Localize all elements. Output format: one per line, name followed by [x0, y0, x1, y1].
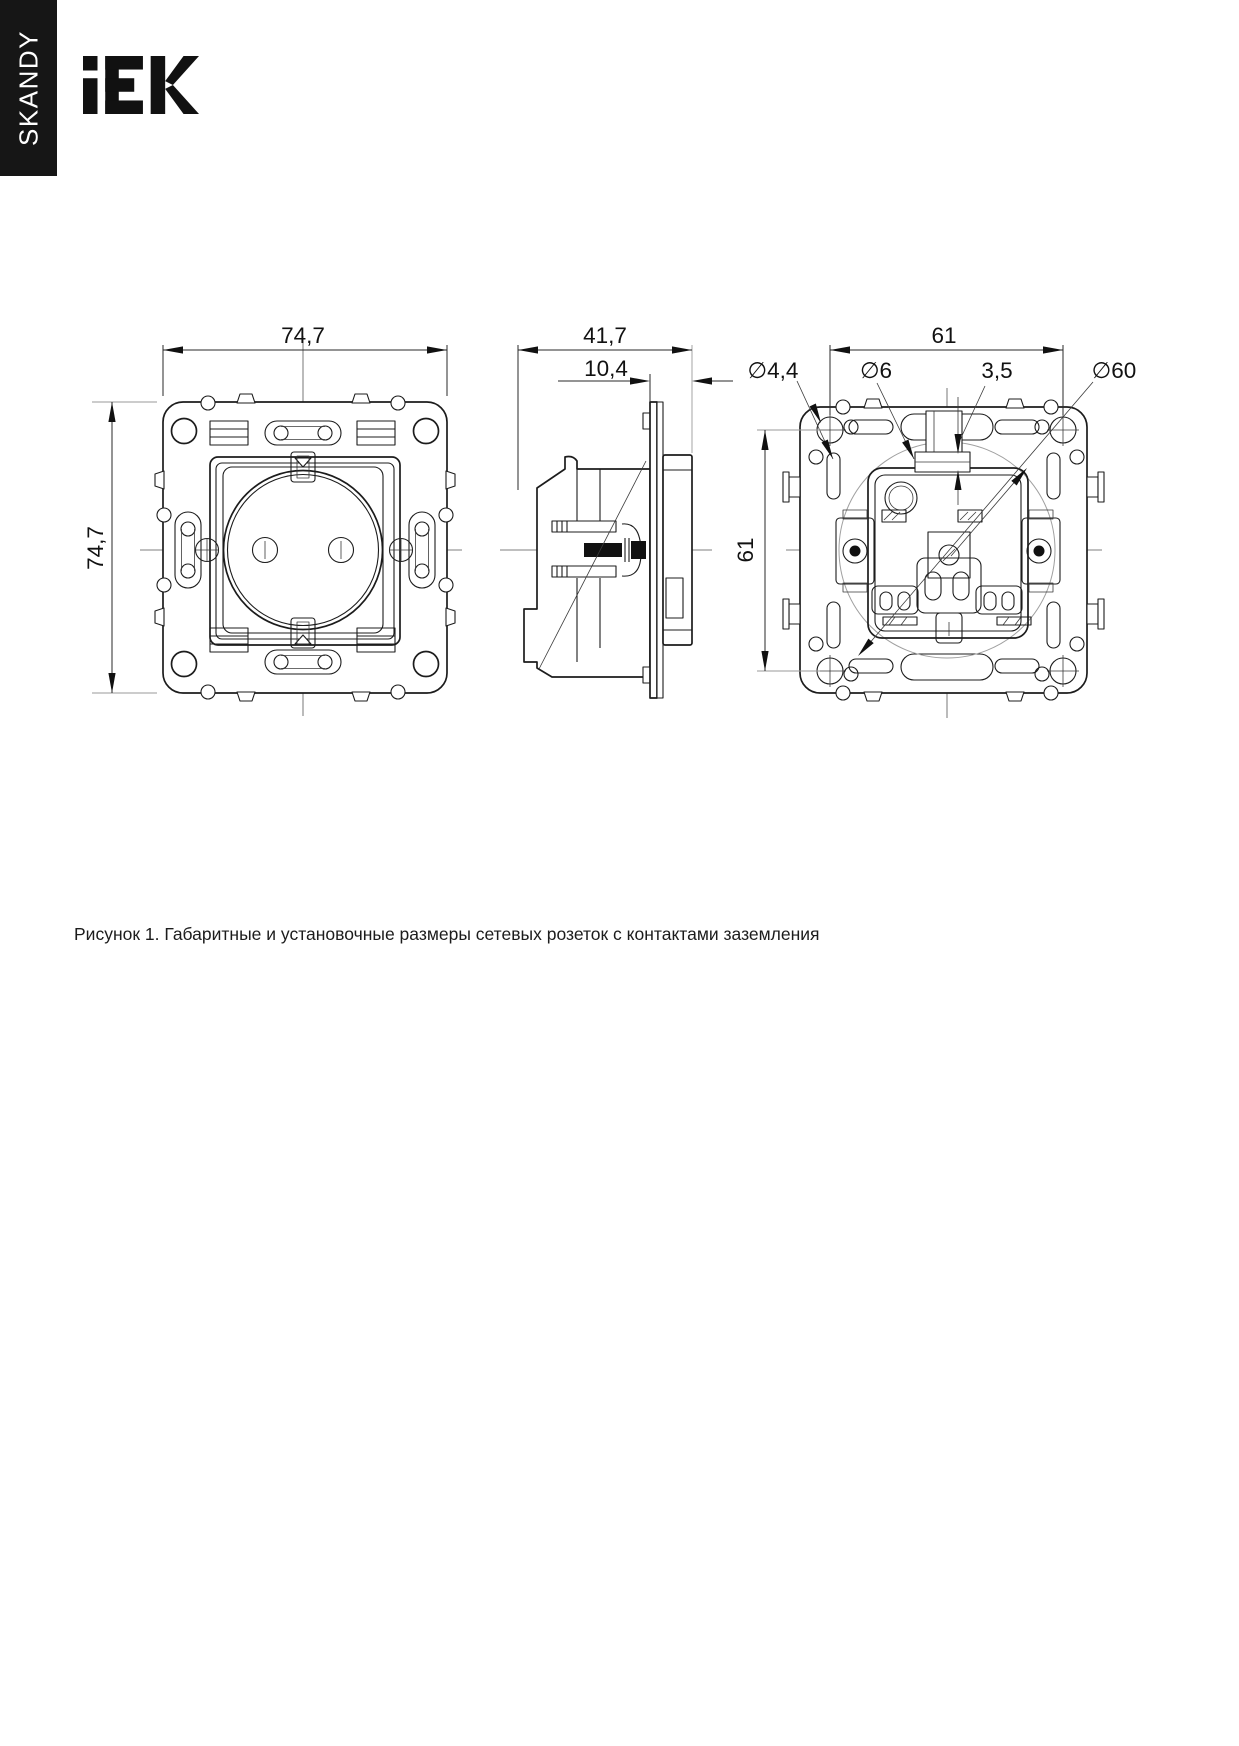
- dim-back-height-label: 61: [733, 537, 758, 563]
- dim-strap-width-label: 3,5: [981, 358, 1013, 383]
- dim-screw-hole-label: ∅4,4: [747, 358, 799, 383]
- dim-front-height-label: 74,7: [83, 526, 108, 570]
- dim-front-width-label: 74,7: [281, 323, 325, 348]
- dim-side-protrusion-label: 10,4: [584, 356, 628, 381]
- dim-earth-hole-label: ∅6: [859, 358, 893, 383]
- back-view-drawing: [733, 323, 1136, 718]
- side-view-drawing: [500, 323, 733, 698]
- dim-back-width-label: 61: [931, 323, 957, 348]
- dim-mount-circle-label: ∅60: [1091, 358, 1137, 383]
- dim-side-depth-label: 41,7: [583, 323, 627, 348]
- brand-label: SKANDY: [13, 30, 43, 146]
- figure-caption: Рисунок 1. Габаритные и установочные размеры сетевых розеток с контактами заземления: [74, 924, 820, 944]
- front-view-drawing: [83, 323, 462, 716]
